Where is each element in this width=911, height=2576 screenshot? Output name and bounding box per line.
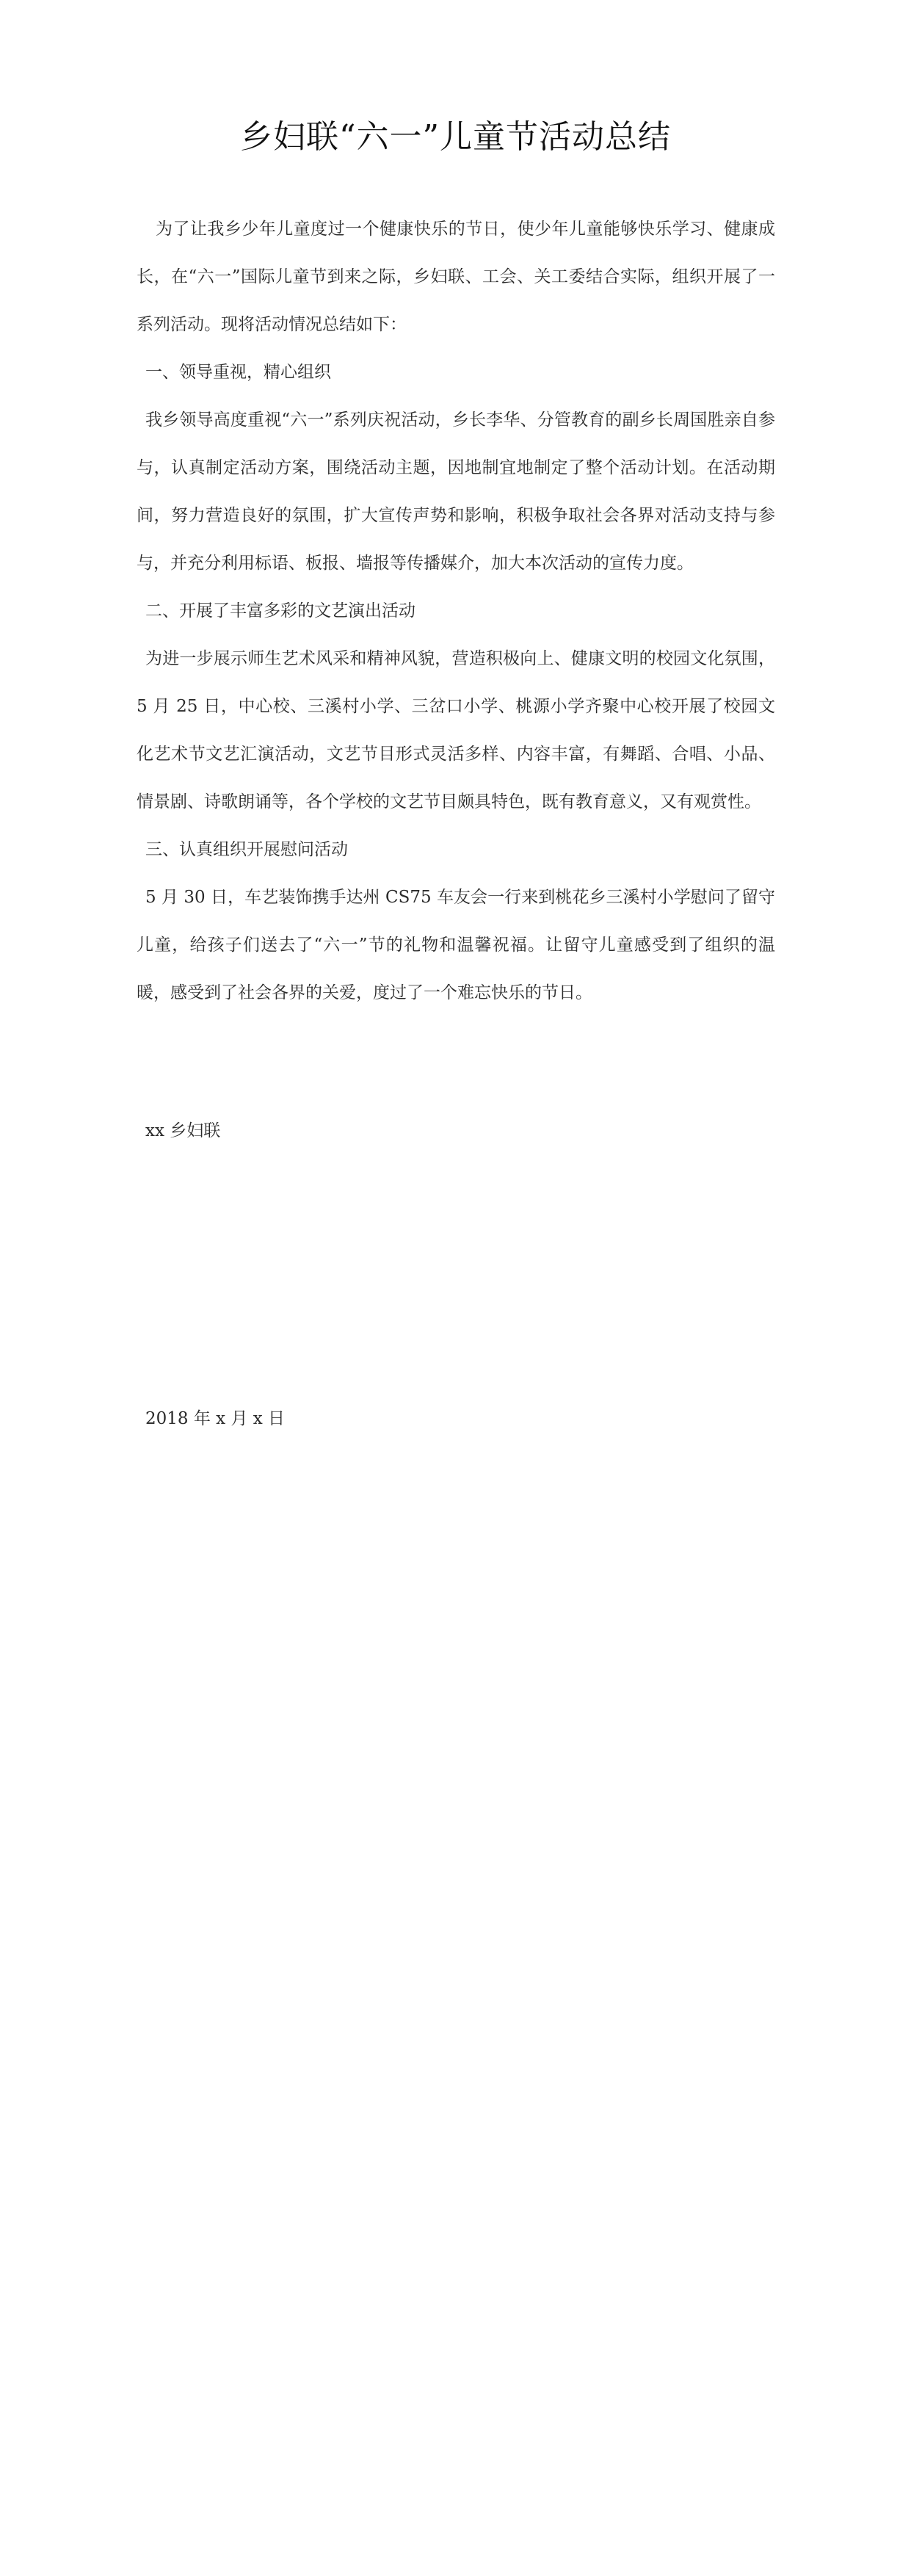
signature-date: 2018 年 x 月 x 日	[145, 1409, 286, 1428]
section-heading-3: 三、认真组织开展慰问活动	[145, 840, 348, 859]
section-body-2: 为进一步展示师生艺术风采和精神风貌，营造积极向上、健康文明的校园文化氛围，5 月 25 日，中心校、三溪村小学、三岔口小学、桃源小学齐聚中心校开展了校园文化艺术节文艺汇演活动，文艺节目形式灵活多样、内容丰富，有舞蹈、合唱、小品、情景剧、诗歌朗诵等，各个学校的文艺节目颇具特色，既有教育意义，又有观赏性。	[137, 649, 775, 811]
document-body	[137, 206, 775, 1017]
section-body-1: 我乡领导高度重视“六一”系列庆祝活动，乡长李华、分管教育的副乡长周国胜亲自参与，认真制定活动方案，围绕活动主题，因地制宜地制定了整个活动计划。在活动期间，努力营造良好的氛围，扩大宣传声势和影响，积极争取社会各界对活动支持与参与，并充分利用标语、板报、墙报等传播媒介，加大本次活动的宣传力度。	[137, 410, 775, 573]
intro-paragraph: 为了让我乡少年儿童度过一个健康快乐的节日，使少年儿童能够快乐学习、健康成长，在“六一”国际儿童节到来之际，乡妇联、工会、关工委结合实际，组织开展了一系列活动。现将活动情况总结如下：	[137, 220, 775, 334]
section-heading-2: 二、开展了丰富多彩的文艺演出活动	[145, 601, 415, 621]
section-heading-1: 一、领导重视，精心组织	[145, 363, 331, 382]
signature-org: xx 乡妇联	[145, 1121, 221, 1140]
section-body-3: 5 月 30 日，车艺装饰携手达州 CS75 车友会一行来到桃花乡三溪村小学慰问了留守儿童，给孩子们送去了“六一”节的礼物和温馨祝福。让留守儿童感受到了组织的温暖，感受到了社会各界的关爱，度过了一个难忘快乐的节日。	[137, 888, 775, 1002]
document-title: 乡妇联“六一”儿童节活动总结	[240, 118, 671, 156]
